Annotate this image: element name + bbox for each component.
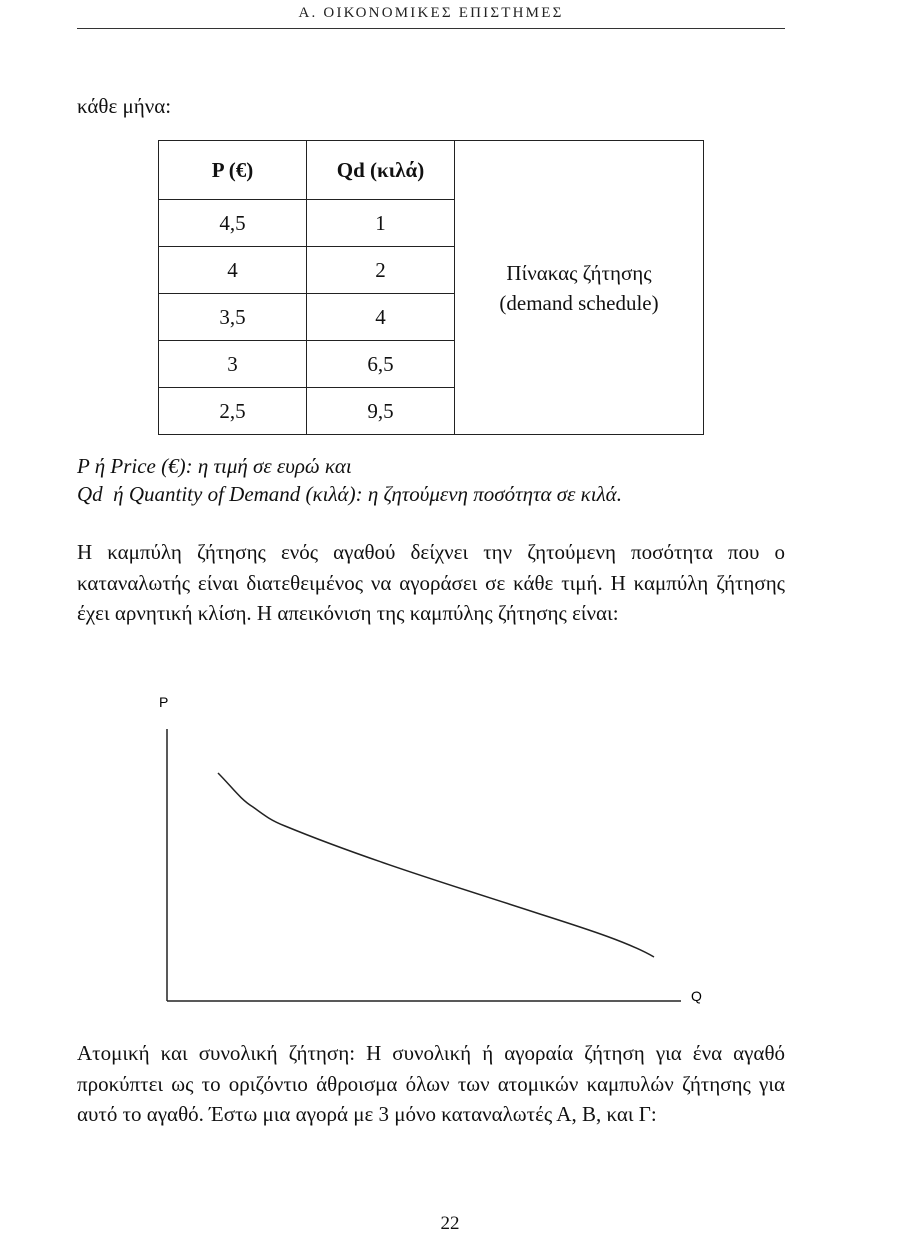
market-demand-paragraph: Ατομική και συνολική ζήτηση: Η συνολική ή αγοραία ζήτηση για ένα αγαθό προκύπτει ως το οριζόντιο άθροισμα όλων των ατομικών καμπυλών ζήτησης για αυτό το αγαθό. Έστω μια αγορά με 3 μόνο καταναλωτές Α, Β, και Γ: xyxy=(77,1041,785,1126)
demand-schedule-table xyxy=(158,140,704,435)
table-caption-line1: Πίνακας ζήτησης xyxy=(506,260,652,285)
column-header-price: P (€) xyxy=(159,141,307,200)
demand-curve xyxy=(218,773,654,957)
quantity-cell: 1 xyxy=(307,200,455,247)
y-axis-label: P xyxy=(159,694,169,710)
demand-curve-paragraph: Η καμπύλη ζήτησης ενός αγαθού δείχνει την ζητούμενη ποσότητα που ο καταναλωτής είναι διατεθειμένος να αγοράσει σε κάθε τιμή. Η καμπύλη ζήτησης έχει αρνητική κλίση. Η απεικόνιση της καμπύλης ζήτησης είναι: xyxy=(77,540,785,625)
table-header-row xyxy=(159,141,704,200)
quantity-cell: 9,5 xyxy=(307,388,455,435)
demand-curve-graph xyxy=(140,685,740,1015)
quantity-cell: 6,5 xyxy=(307,341,455,388)
x-axis-label: Q xyxy=(691,988,702,1004)
page-number: 22 xyxy=(440,1213,460,1234)
intro-text: κάθε μήνα: xyxy=(77,94,172,118)
table-notes xyxy=(77,452,622,508)
price-cell: 3 xyxy=(159,341,307,388)
quantity-cell: 2 xyxy=(307,247,455,294)
table-caption-line2: (demand schedule) xyxy=(499,290,659,315)
price-cell: 3,5 xyxy=(159,294,307,341)
price-cell: 2,5 xyxy=(159,388,307,435)
table-caption xyxy=(455,141,704,435)
running-header: Α. ΟΙΚΟΝΟΜΙΚΕΣ ΕΠΙΣΤΗΜΕΣ xyxy=(298,5,564,21)
header-rule xyxy=(77,28,785,29)
note-price: P ή Price (€): η τιμή σε ευρώ και xyxy=(77,454,352,478)
price-cell: 4 xyxy=(159,247,307,294)
price-cell: 4,5 xyxy=(159,200,307,247)
column-header-quantity: Qd (κιλά) xyxy=(307,141,455,200)
note-quantity: Qd ή Quantity of Demand (κιλά): η ζητούμενη ποσότητα σε κιλά. xyxy=(77,482,622,506)
quantity-cell: 4 xyxy=(307,294,455,341)
